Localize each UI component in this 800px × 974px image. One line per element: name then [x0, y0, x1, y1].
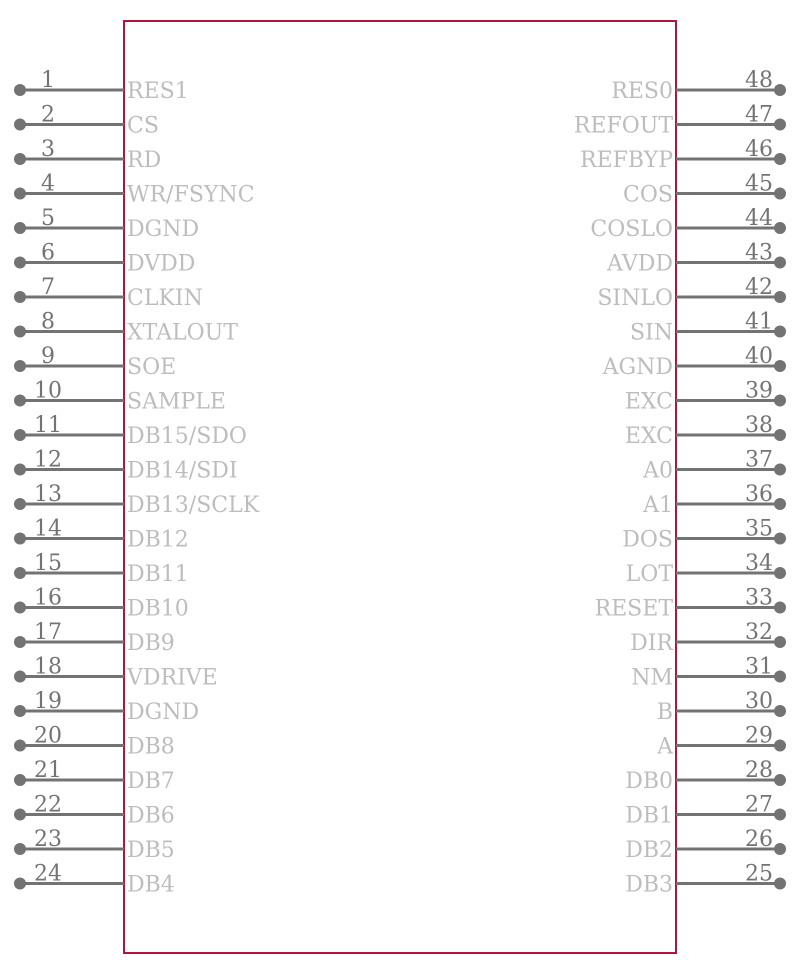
- pin-left-7: [14, 275, 203, 311]
- pin-name: SOE: [127, 355, 177, 380]
- pin-left-23: [14, 827, 175, 863]
- pin-number: 31: [745, 654, 773, 680]
- pin-endpoint-dot: [774, 222, 786, 234]
- pin-name: DB13/SCLK: [127, 493, 260, 518]
- pin-endpoint-dot: [774, 464, 786, 476]
- pin-number: 22: [34, 792, 62, 818]
- pin-name: EXC: [624, 424, 673, 449]
- pin-endpoint-dot: [774, 602, 786, 614]
- pin-endpoint-dot: [774, 153, 786, 165]
- pin-endpoint-dot: [14, 602, 26, 614]
- pin-right-39: [625, 379, 786, 415]
- pin-endpoint-dot: [774, 188, 786, 200]
- pin-number: 26: [745, 827, 773, 852]
- pin-right-45: [623, 172, 786, 208]
- pin-name: DB5: [127, 838, 175, 863]
- pin-number: 42: [745, 275, 773, 300]
- pin-name: COSLO: [590, 217, 673, 242]
- pin-endpoint-dot: [774, 636, 786, 648]
- pin-name: RES0: [611, 79, 673, 104]
- pin-endpoint-dot: [774, 671, 786, 683]
- pin-number: 3: [41, 137, 55, 162]
- pin-endpoint-dot: [14, 119, 26, 131]
- pin-endpoint-dot: [14, 636, 26, 648]
- pin-number: 8: [41, 309, 55, 335]
- pin-left-18: [14, 655, 218, 691]
- pin-number: 33: [745, 585, 773, 611]
- pin-name: NM: [631, 665, 673, 691]
- pin-number: 23: [34, 827, 62, 852]
- pin-right-48: [611, 68, 786, 104]
- pin-number: 47: [745, 102, 773, 128]
- pin-endpoint-dot: [14, 464, 26, 476]
- pin-number: 44: [745, 206, 773, 231]
- pin-number: 14: [34, 516, 62, 542]
- pin-endpoint-dot: [14, 84, 26, 96]
- pin-name: DOS: [622, 527, 673, 553]
- pin-endpoint-dot: [14, 326, 26, 338]
- pin-endpoint-dot: [14, 843, 26, 855]
- pin-number: 15: [34, 551, 62, 576]
- pin-name: LOT: [625, 562, 673, 587]
- pin-number: 4: [41, 171, 55, 197]
- pin-left-12: [14, 448, 238, 484]
- pin-name: DB9: [127, 631, 175, 656]
- pin-right-38: [625, 413, 786, 449]
- pin-endpoint-dot: [774, 119, 786, 131]
- pin-number: 36: [745, 482, 773, 507]
- pin-name: SIN: [629, 320, 673, 346]
- pin-endpoint-dot: [774, 360, 786, 372]
- pin-right-33: [595, 586, 786, 622]
- pin-name: SINLO: [597, 286, 673, 311]
- pin-number: 39: [745, 378, 773, 404]
- pin-number: 29: [745, 723, 773, 749]
- pin-name: CLKIN: [127, 286, 203, 311]
- pin-left-20: [14, 724, 175, 760]
- pin-endpoint-dot: [14, 878, 26, 890]
- pin-right-25: [625, 862, 786, 898]
- pin-endpoint-dot: [14, 498, 26, 510]
- pin-number: 7: [41, 275, 55, 300]
- pin-name: DB7: [127, 769, 175, 794]
- pin-endpoint-dot: [14, 291, 26, 303]
- pin-number: 9: [41, 344, 55, 369]
- pin-number: 48: [745, 68, 773, 93]
- pin-endpoint-dot: [774, 878, 786, 890]
- pin-endpoint-dot: [14, 257, 26, 269]
- pin-name: DB4: [127, 872, 175, 898]
- pin-right-35: [622, 517, 786, 553]
- pin-right-41: [630, 310, 786, 346]
- pin-number: 41: [745, 309, 773, 335]
- pin-endpoint-dot: [14, 429, 26, 441]
- pin-number: 11: [34, 413, 62, 438]
- pin-endpoint-dot: [774, 740, 786, 752]
- pin-number: 5: [41, 206, 55, 231]
- pin-name: DB2: [625, 838, 673, 863]
- pin-left-24: [14, 862, 175, 898]
- pin-name: DB11: [127, 562, 189, 587]
- pin-left-19: [14, 689, 199, 725]
- pin-endpoint-dot: [14, 360, 26, 372]
- pin-number: 30: [745, 689, 773, 714]
- pin-left-1: [14, 68, 189, 104]
- pin-endpoint-dot: [774, 84, 786, 96]
- pin-right-37: [642, 448, 786, 484]
- pin-left-16: [14, 586, 189, 622]
- pin-number: 35: [745, 516, 773, 542]
- pin-name: DB10: [127, 596, 189, 622]
- pin-name: DB8: [127, 734, 175, 760]
- pin-number: 34: [745, 551, 773, 576]
- pin-endpoint-dot: [774, 429, 786, 441]
- pin-right-43: [606, 241, 786, 277]
- pin-endpoint-dot: [774, 705, 786, 717]
- pin-endpoint-dot: [14, 671, 26, 683]
- pin-number: 32: [745, 620, 773, 645]
- pin-right-36: [642, 482, 786, 518]
- pin-name: DB0: [625, 769, 673, 794]
- pin-name: A0: [643, 458, 673, 484]
- pin-name: RES1: [127, 79, 189, 104]
- pin-left-15: [14, 551, 189, 587]
- pin-endpoint-dot: [14, 222, 26, 234]
- pin-endpoint-dot: [774, 326, 786, 338]
- pin-endpoint-dot: [774, 257, 786, 269]
- pin-name: DB3: [625, 872, 673, 898]
- pin-name: DVDD: [127, 251, 196, 277]
- right-pin-group: [574, 68, 786, 898]
- pin-number: 40: [745, 344, 773, 369]
- pin-name: A1: [643, 493, 673, 518]
- pin-left-22: [14, 793, 175, 829]
- pin-number: 17: [34, 620, 62, 645]
- pin-number: 21: [34, 758, 62, 783]
- pin-right-34: [626, 551, 786, 587]
- pin-right-47: [574, 103, 786, 139]
- pin-name: DGND: [127, 217, 200, 242]
- pin-name: DB14/SDI: [127, 458, 238, 484]
- pin-name: DB1: [625, 803, 673, 829]
- pin-right-26: [625, 827, 786, 863]
- pin-right-28: [625, 758, 786, 794]
- pin-name: REFOUT: [573, 113, 673, 139]
- pin-number: 43: [745, 240, 773, 266]
- pin-number: 10: [34, 378, 62, 404]
- pin-number: 37: [745, 447, 773, 473]
- pin-number: 38: [745, 413, 773, 438]
- pin-number: 24: [34, 861, 62, 887]
- pin-name: REFBYP: [580, 148, 673, 173]
- pin-endpoint-dot: [774, 395, 786, 407]
- pin-endpoint-dot: [14, 533, 26, 545]
- pin-name: COS: [623, 182, 673, 208]
- pin-number: 28: [745, 758, 773, 783]
- pin-number: 27: [745, 792, 773, 818]
- pin-number: 2: [41, 102, 55, 128]
- left-pin-group: [14, 68, 260, 898]
- pin-left-2: [14, 103, 159, 139]
- pin-number: 46: [745, 137, 773, 162]
- pin-endpoint-dot: [774, 843, 786, 855]
- pin-name: EXC: [624, 389, 673, 415]
- pin-name: CS: [127, 113, 159, 139]
- pin-endpoint-dot: [774, 774, 786, 786]
- pin-right-40: [602, 344, 786, 380]
- pin-name: AGND: [602, 355, 673, 380]
- pin-endpoint-dot: [14, 705, 26, 717]
- pin-left-11: [14, 413, 247, 449]
- pin-name: VDRIVE: [127, 665, 218, 691]
- pin-name: DB12: [127, 527, 189, 553]
- pin-left-8: [14, 310, 238, 346]
- pin-name: XTALOUT: [127, 320, 238, 346]
- pin-right-42: [597, 275, 786, 311]
- pin-name: A: [657, 734, 673, 760]
- pin-left-21: [14, 758, 175, 794]
- pin-endpoint-dot: [774, 498, 786, 510]
- pin-left-13: [14, 482, 260, 518]
- pin-number: 18: [34, 654, 62, 680]
- pin-number: 13: [34, 482, 62, 507]
- pin-name: RESET: [594, 596, 673, 622]
- pin-left-9: [14, 344, 176, 380]
- pin-left-10: [14, 379, 226, 415]
- pin-left-3: [14, 137, 161, 173]
- pin-endpoint-dot: [14, 567, 26, 579]
- pin-endpoint-dot: [14, 740, 26, 752]
- pin-endpoint-dot: [774, 567, 786, 579]
- pin-name: SAMPLE: [127, 389, 226, 415]
- pin-endpoint-dot: [774, 291, 786, 303]
- pin-number: 25: [745, 861, 773, 887]
- pin-number: 12: [34, 447, 62, 473]
- pin-right-44: [590, 206, 786, 242]
- pin-name: DGND: [127, 700, 200, 725]
- pin-name: DB6: [127, 803, 175, 829]
- pin-number: 19: [34, 689, 62, 714]
- pin-number: 16: [34, 585, 62, 611]
- pin-name: DB15/SDO: [127, 424, 247, 449]
- pin-name: WR/FSYNC: [127, 182, 255, 208]
- pin-endpoint-dot: [14, 153, 26, 165]
- pin-name: AVDD: [607, 251, 673, 277]
- pin-name: DIR: [630, 631, 673, 656]
- pin-number: 1: [41, 68, 55, 93]
- pin-endpoint-dot: [14, 395, 26, 407]
- pin-right-31: [631, 655, 786, 691]
- pin-endpoint-dot: [774, 809, 786, 821]
- pin-right-46: [580, 137, 786, 173]
- pin-left-6: [14, 241, 195, 277]
- pin-number: 20: [34, 723, 62, 749]
- pin-endpoint-dot: [14, 188, 26, 200]
- pin-endpoint-dot: [14, 774, 26, 786]
- pin-left-5: [14, 206, 199, 242]
- pin-endpoint-dot: [14, 809, 26, 821]
- pin-name: B: [656, 700, 673, 725]
- pin-left-17: [14, 620, 175, 656]
- pin-right-27: [625, 793, 786, 829]
- pin-number: 45: [745, 171, 773, 197]
- pin-left-4: [14, 172, 255, 208]
- pin-right-32: [630, 620, 786, 656]
- pin-left-14: [14, 517, 189, 553]
- pin-name: RD: [127, 148, 162, 173]
- pin-endpoint-dot: [774, 533, 786, 545]
- pin-number: 6: [41, 240, 55, 266]
